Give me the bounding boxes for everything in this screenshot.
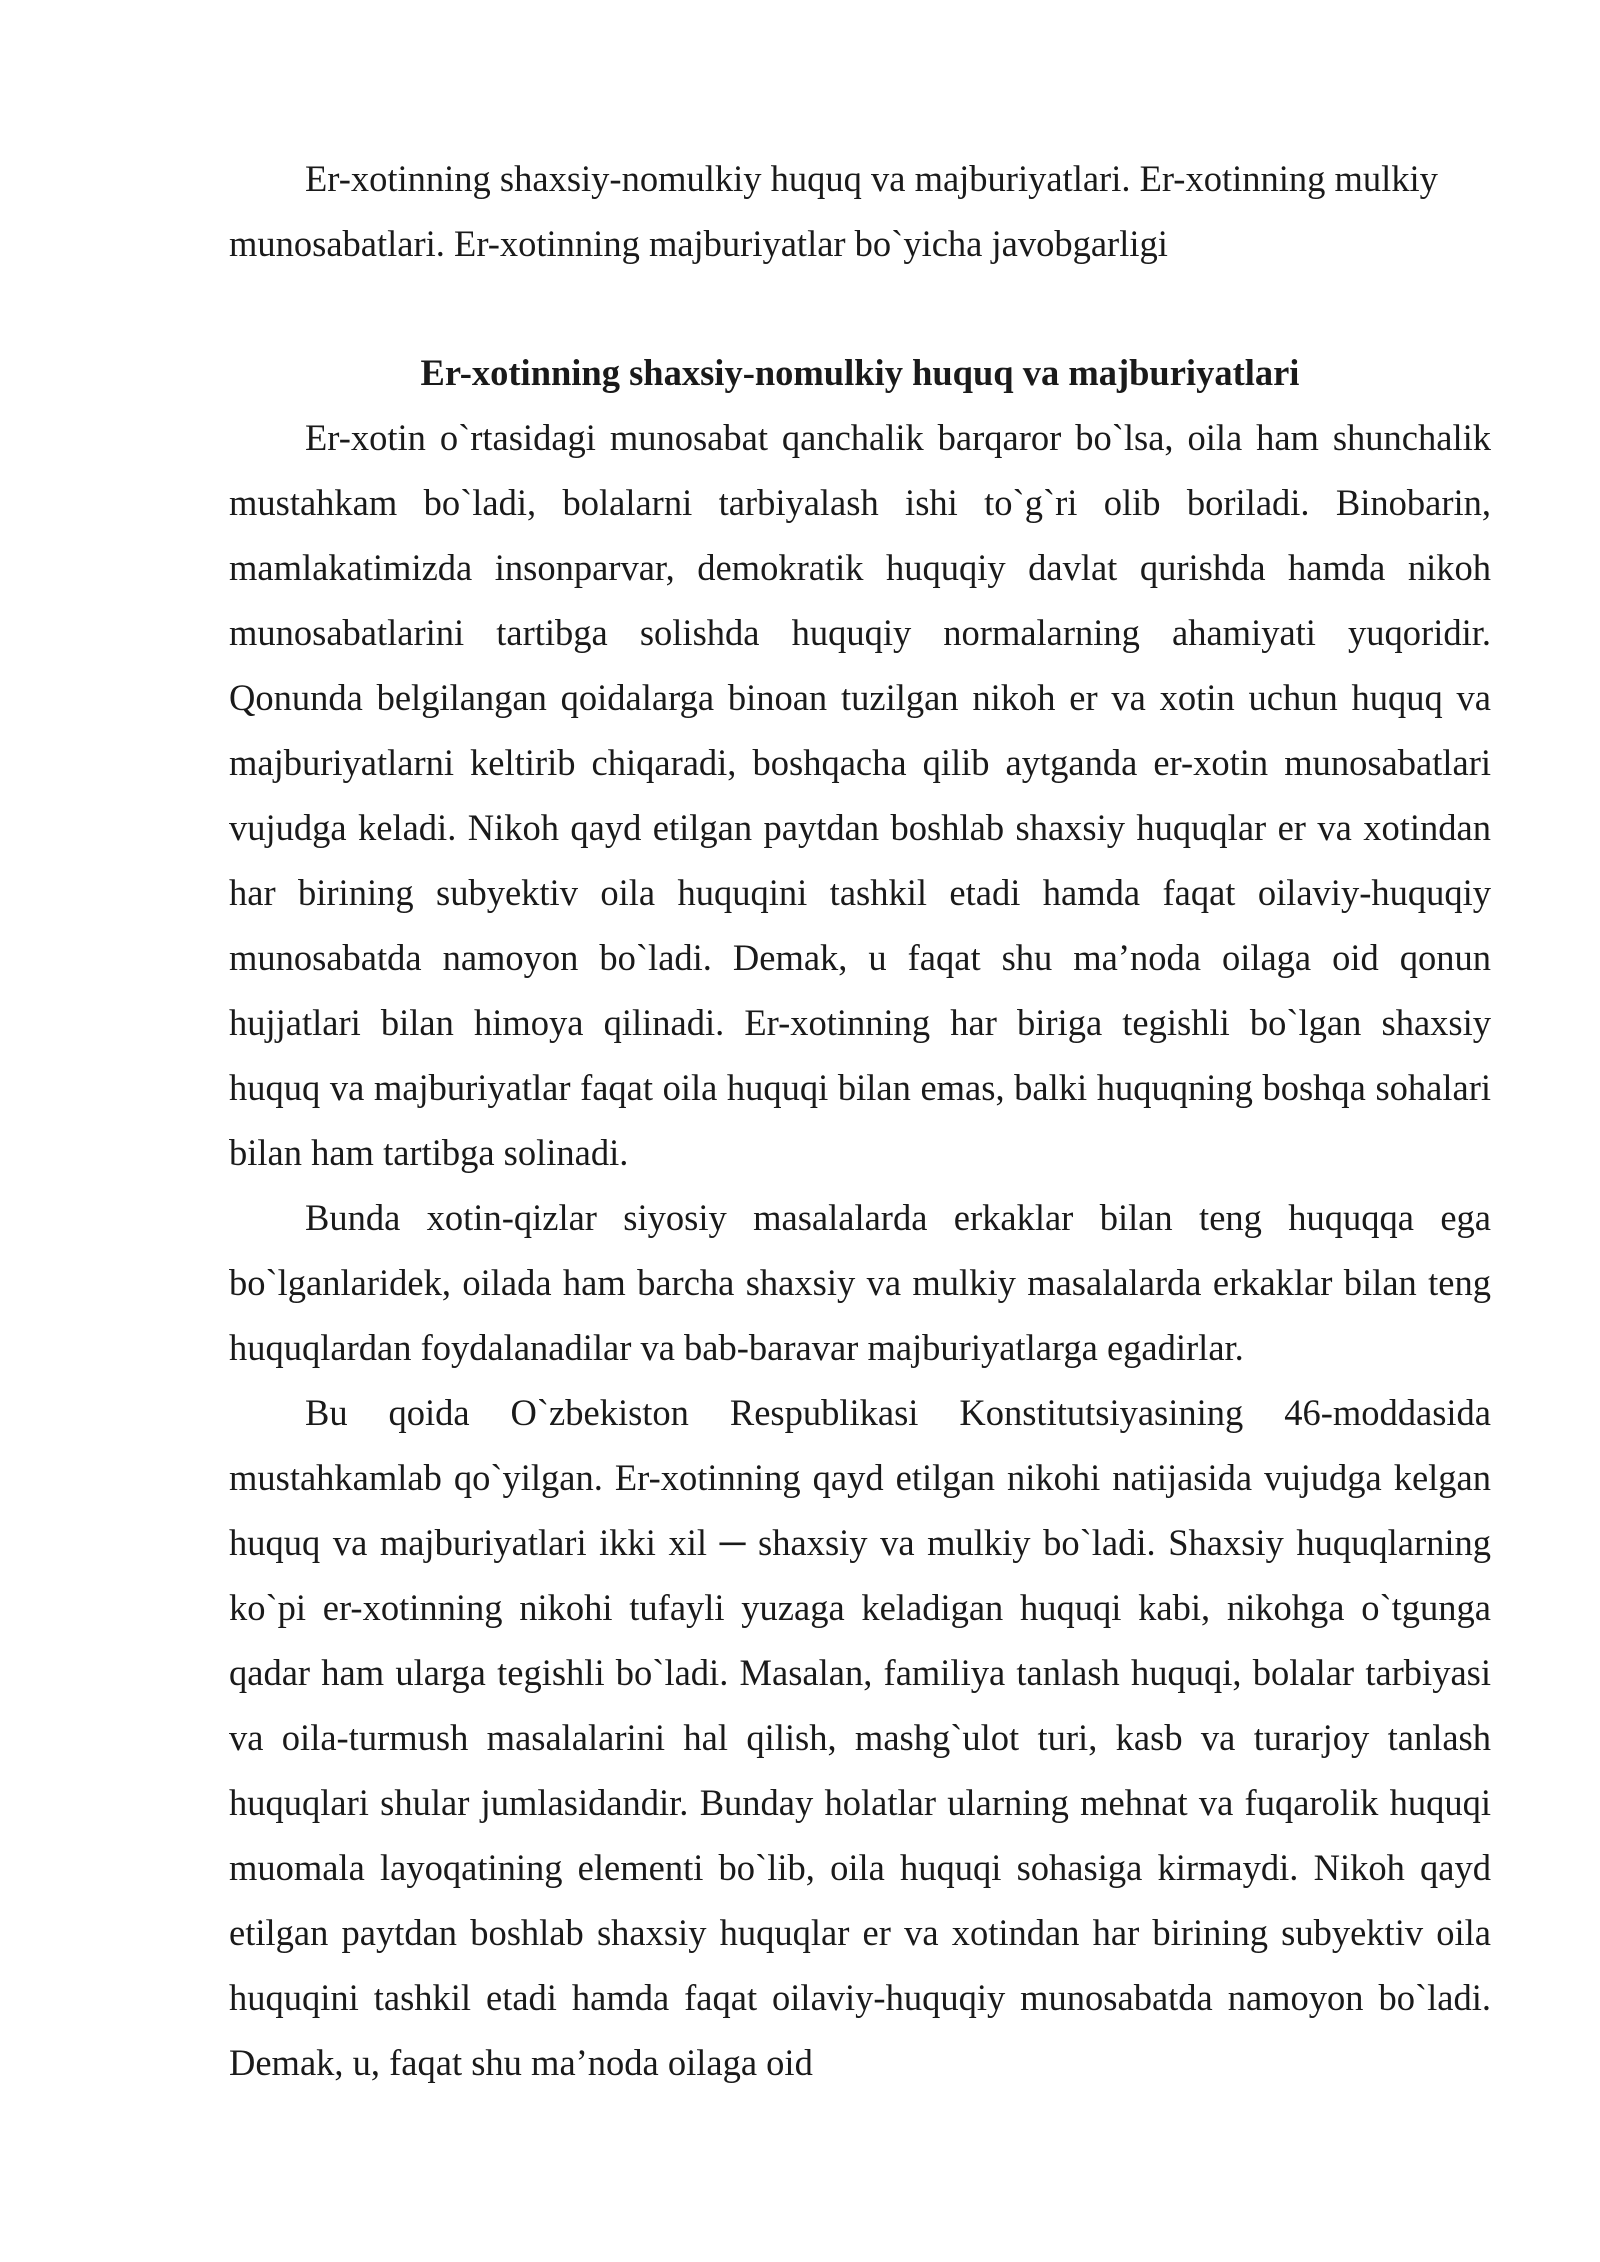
document-body [229, 146, 1491, 2095]
paragraph-3: Bu qoida O`zbekiston Respublikasi Konstitutsiyasining 46-moddasida mustahkamlab qo`yilgan. Er-xotinning qayd etilgan nikohi natijasida vujudga kelgan huquq va majburiyatlari ikki xil ─ shaxsiy va mulkiy bo`ladi. Shaxsiy huquqlarning ko`pi er-xotinning nikohi tufayli yuzaga keladigan huquqi kabi, nikohga o`tgunga qadar ham ularga tegishli bo`ladi. Masalan, familiya tanlash huquqi, bolalar tarbiyasi va oila-turmush masalalarini hal qilish, mashg`ulot turi, kasb va turarjoy tanlash huquqlari shular jumlasidandir. Bunday holatlar ularning mehnat va fuqarolik huquqi muomala layoqatining elementi bo`lib, oila huquqi sohasiga kirmaydi. Nikoh qayd etilgan paytdan boshlab shaxsiy huquqlar er va xotindan har birining subyektiv oila huquqini tashkil etadi hamda faqat oilaviy-huquqiy munosabatda namoyon bo`ladi. Demak, u, faqat shu ma’noda oilaga oid [229, 1392, 1491, 2083]
section-heading: Er-xotinning shaxsiy-nomulkiy huquq va majburiyatlari [420, 352, 1300, 393]
paragraph-2: Bunda xotin-qizlar siyosiy masalalarda erkaklar bilan teng huquqqa ega bo`lganlaridek, oilada ham barcha shaxsiy va mulkiy masalalarda erkaklar bilan teng huquqlardan foydalanadilar va bab-baravar majburiyatlarga egadirlar. [229, 1197, 1491, 1368]
paragraph-1: Er-xotin o`rtasidagi munosabat qanchalik barqaror bo`lsa, oila ham shunchalik mustahkam bo`ladi, bolalarni tarbiyalash ishi to`g`ri olib boriladi. Binobarin, mamlakatimizda insonparvar, demokratik huquqiy davlat qurishda hamda nikoh munosabatlarini tartibga solishda huquqiy normalarning ahamiyati yuqoridir. Qonunda belgilangan qoidalarga binoan tuzilgan nikoh er va xotin uchun huquq va majburiyatlarni keltirib chiqaradi, boshqacha qilib aytganda er-xotin munosabatlari vujudga keladi. Nikoh qayd etilgan paytdan boshlab shaxsiy huquqlar er va xotindan har birining subyektiv oila huquqini tashkil etadi hamda faqat oilaviy-huquqiy munosabatda namoyon bo`ladi. Demak, u faqat shu ma’noda oilaga oid qonun hujjatlari bilan himoya qilinadi. Er-xotinning har biriga tegishli bo`lgan shaxsiy huquq va majburiyatlar faqat oila huquqi bilan emas, balki huquqning boshqa sohalari bilan ham tartibga solinadi. [229, 417, 1491, 1173]
document-intro: Er-xotinning shaxsiy-nomulkiy huquq va majburiyatlari. Er-xotinning mulkiy munosabatlari. Er-xotinning majburiyatlar bo`yicha javobgarligi [229, 158, 1438, 264]
